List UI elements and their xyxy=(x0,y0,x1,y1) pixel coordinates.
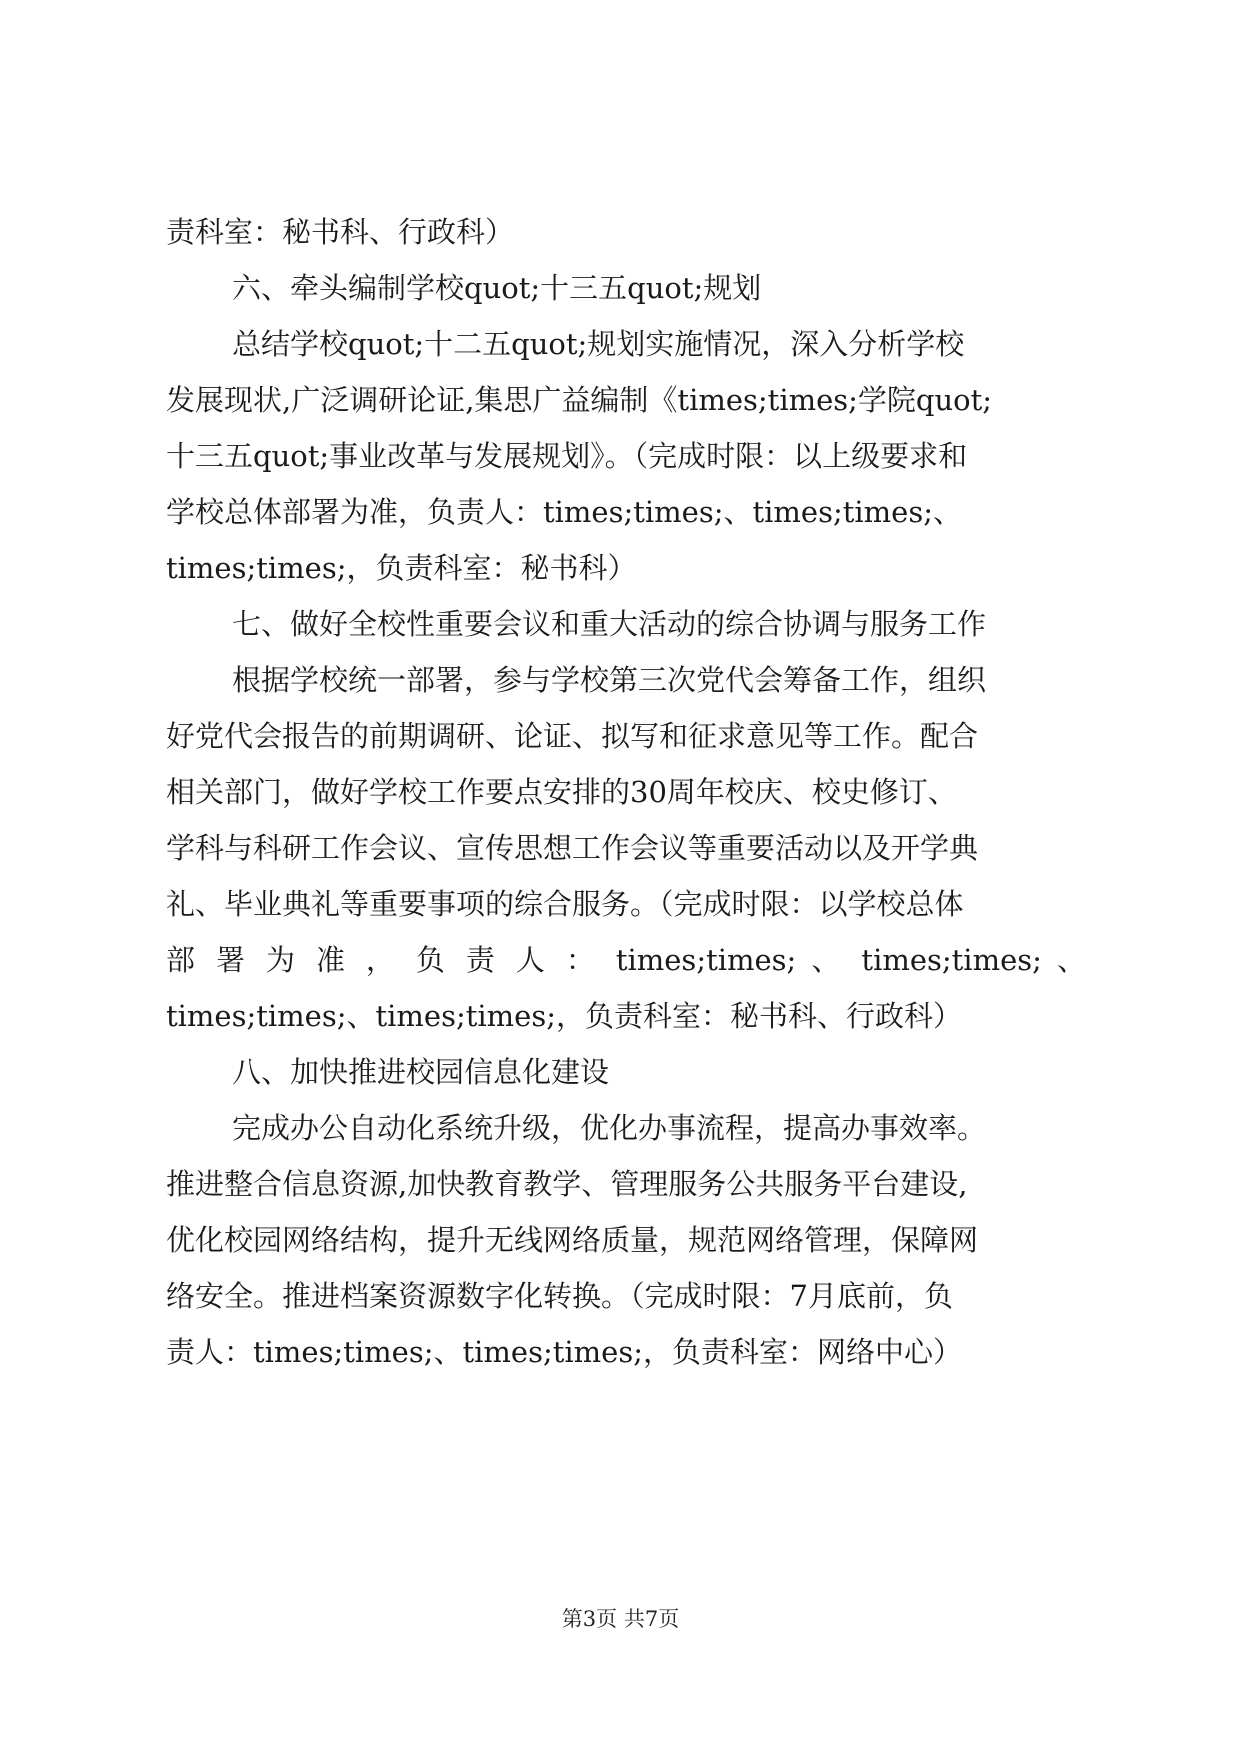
text-line: 相关部门，做好学校工作要点安排的30周年校庆、校史修订、 xyxy=(166,775,957,809)
page-number-footer: 第3页 共7页 xyxy=(561,1607,680,1631)
text-line: 学校总体部署为准，负责人：times;times;、times;times;、 xyxy=(166,495,962,529)
text-line: 学科与科研工作会议、宣传思想工作会议等重要活动以及开学典 xyxy=(166,831,979,865)
section-heading-8: 八、加快推进校园信息化建设 xyxy=(232,1055,610,1089)
text-line: 发展现状,广泛调研论证,集思广益编制《times;times;学院quot; xyxy=(166,383,993,417)
text-line: 责科室：秘书科、行政科） xyxy=(166,215,515,249)
text-line: 礼、毕业典礼等重要事项的综合服务。（完成时限：以学校总体 xyxy=(166,887,964,921)
text-line: 好党代会报告的前期调研、论证、拟写和征求意见等工作。配合 xyxy=(166,719,979,753)
text-line: times;times;，负责科室：秘书科） xyxy=(166,551,637,585)
text-line: 十三五quot;事业改革与发展规划》。（完成时限：以上级要求和 xyxy=(166,439,968,473)
text-line: 络安全。推进档案资源数字化转换。（完成时限：7月底前，负 xyxy=(166,1279,953,1313)
section-heading-7: 七、做好全校性重要会议和重大活动的综合协调与服务工作 xyxy=(232,607,987,641)
text-line: 部 署 为 准 ， 负 责 人 ： times;times; 、 times;times; 、 xyxy=(166,943,1086,977)
text-line: 根据学校统一部署，参与学校第三次党代会筹备工作，组织 xyxy=(232,663,987,697)
text-line: 完成办公自动化系统升级，优化办事流程，提高办事效率。 xyxy=(232,1111,987,1145)
text-line: 总结学校quot;十二五quot;规划实施情况，深入分析学校 xyxy=(232,327,965,361)
text-line: 责人：times;times;、times;times;，负责科室：网络中心） xyxy=(166,1335,962,1369)
section-heading-6: 六、牵头编制学校quot;十三五quot;规划 xyxy=(232,271,762,305)
text-line: 优化校园网络结构，提升无线网络质量，规范网络管理，保障网 xyxy=(166,1223,979,1257)
text-line: times;times;、times;times;，负责科室：秘书科、行政科） xyxy=(166,999,962,1033)
text-line: 推进整合信息资源,加快教育教学、管理服务公共服务平台建设, xyxy=(166,1167,968,1201)
